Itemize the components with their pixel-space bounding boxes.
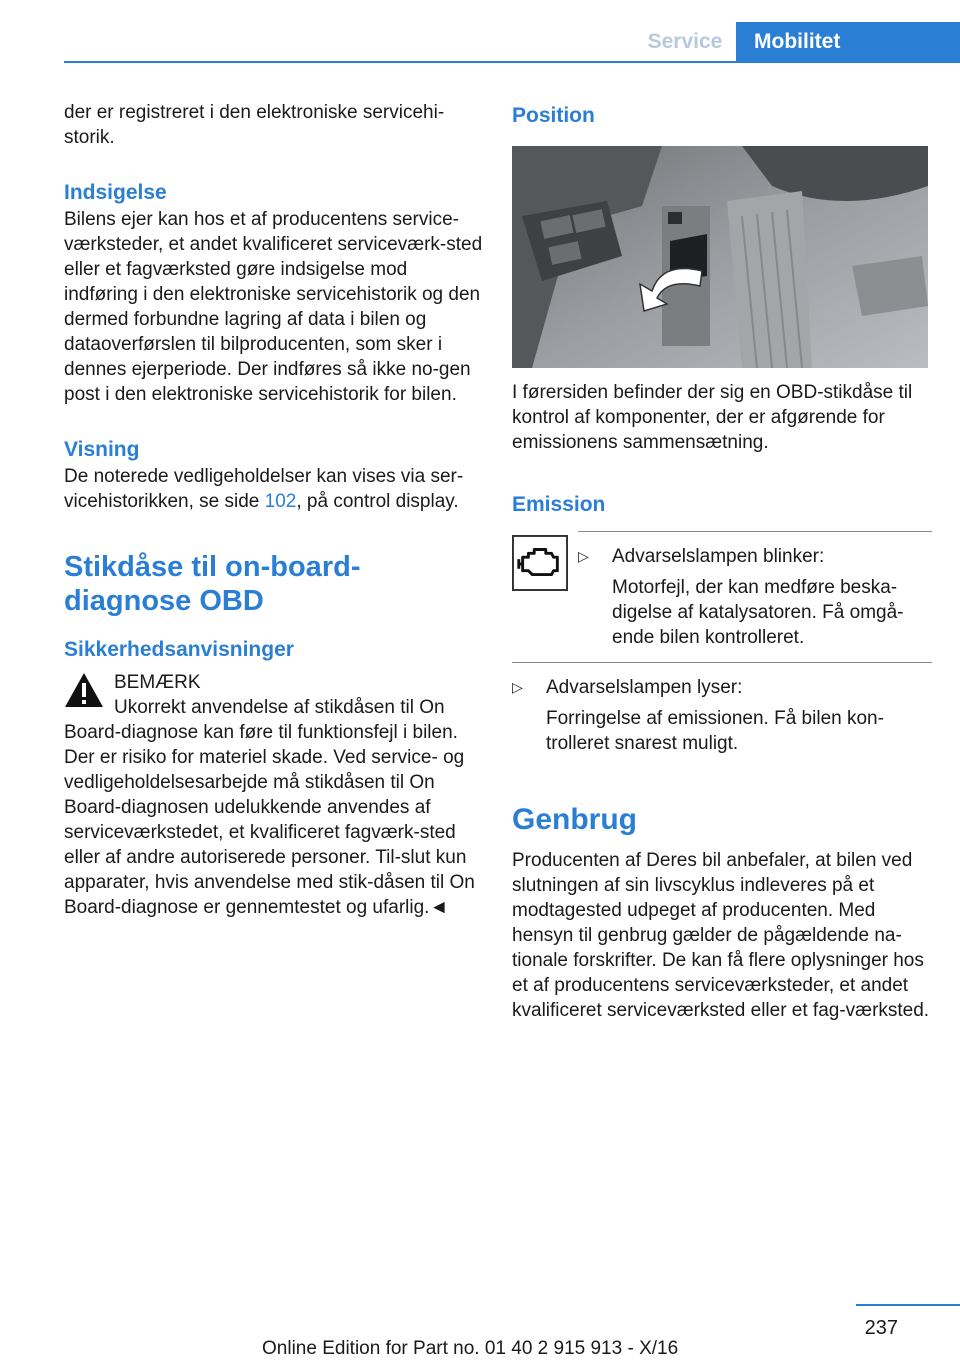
bullet-1-title: Advarselslampen blinker: (612, 546, 825, 567)
emission-bullet-2 (512, 663, 932, 756)
warning-block (64, 670, 484, 920)
obd-heading-line1: Stikdåse til on-board- (64, 551, 361, 583)
emission-bullet-1 (578, 532, 932, 650)
triangle-bullet-icon: ▷ (578, 548, 589, 564)
triangle-bullet-icon: ▷ (512, 679, 523, 695)
bullet-2-title: Advarselslampen lyser: (546, 677, 743, 698)
page-number: 237 (864, 1317, 898, 1339)
right-column (512, 100, 932, 1023)
obd-heading (64, 550, 484, 618)
warning-body: Ukorrekt anvendelse af stikdåsen til On Board-diagnose kan føre til funktionsfejl i bilen. Der er risiko for materiel skade. Ved service- og vedligeholdelsesarbejde må stikdåsen til On Board-diagnosen udelukkende anvendes af serviceværkstedet, et kvalificeret fagværk‐sted eller af andre autoriserede personer. Til‐slut kun apparater, hvis anvendelse med stik‐dåsen til On Board-diagnose er gennemtestet og ufarlig.◄ (64, 697, 475, 918)
position-paragraph: I førersiden befinder der sig en OBD-stikdåse til kontrol af komponenter, der er afgørende for emissionens sammensætning. (512, 382, 913, 453)
indsigelse-paragraph: Bilens ejer kan hos et af producentens service‐værksteder, et andet kvalificeret serviceværk‐sted eller et fagværksted gøre indsigelse mod indføring i den elektroniske servicehistorik og den dermed forbundne lagring af data i bilen og dataoverførslen til bilproducenten, som sker i dennes ejerperiode. Der indføres så ikke no‐gen post i den elektroniske servicehistorik for bilen. (64, 209, 483, 405)
obd-photo-illustration (512, 146, 928, 368)
check-engine-icon (512, 535, 568, 591)
page-header (0, 0, 960, 64)
emission-list (512, 531, 932, 756)
warning-triangle-icon (64, 672, 104, 708)
tab-service[interactable]: Service (647, 30, 723, 53)
obd-heading-line2: diagnose OBD (64, 585, 264, 617)
emission-heading: Emission (512, 493, 606, 516)
sikkerhed-heading: Sikkerhedsanvisninger (64, 638, 294, 661)
edition-footer: Online Edition for Part no. 01 40 2 915 913 - X/16 (262, 1338, 679, 1359)
left-column (64, 100, 484, 920)
warning-paragraph (64, 695, 484, 920)
visning-text-after: , på control display. (296, 491, 459, 512)
warning-label: BEMÆRK (114, 672, 201, 693)
bullet-1-body: Motorfejl, der kan medføre beska‐digelse af katalysatoren. Få omgå‐ende bilen kontrolleret. (612, 577, 904, 648)
position-heading: Position (512, 104, 595, 127)
tab-mobilitet[interactable]: Mobilitet (736, 22, 960, 62)
indsigelse-heading: Indsigelse (64, 181, 167, 204)
footer-rule (856, 1304, 960, 1306)
genbrug-paragraph: Producenten af Deres bil anbefaler, at bilen ved slutningen af sin livscyklus indleveres på et modtagested udpeget af producenten. Med hensyn til genbrug gælder de pågældende na‐tionale forskrifter. De kan få flere oplysninger hos et af producentens serviceværksteder, et andet kvalificeret serviceværksted eller et fag‐værksted. (512, 850, 930, 1021)
bullet-2-body: Forringelse af emissionen. Få bilen kon‐trolleret snarest muligt. (546, 708, 884, 754)
obd-location-photo (512, 146, 928, 368)
visning-paragraph (64, 464, 484, 514)
header-rule (64, 61, 960, 63)
genbrug-heading: Genbrug (512, 803, 637, 836)
visning-heading: Visning (64, 438, 140, 461)
intro-paragraph: der er registreret i den elektroniske servicehi‐storik. (64, 102, 445, 148)
visning-text-before: De noterede vedligeholdelser kan vises via ser‐vicehistorikken, se side (64, 466, 464, 512)
page-102-link[interactable]: 102 (264, 491, 297, 512)
